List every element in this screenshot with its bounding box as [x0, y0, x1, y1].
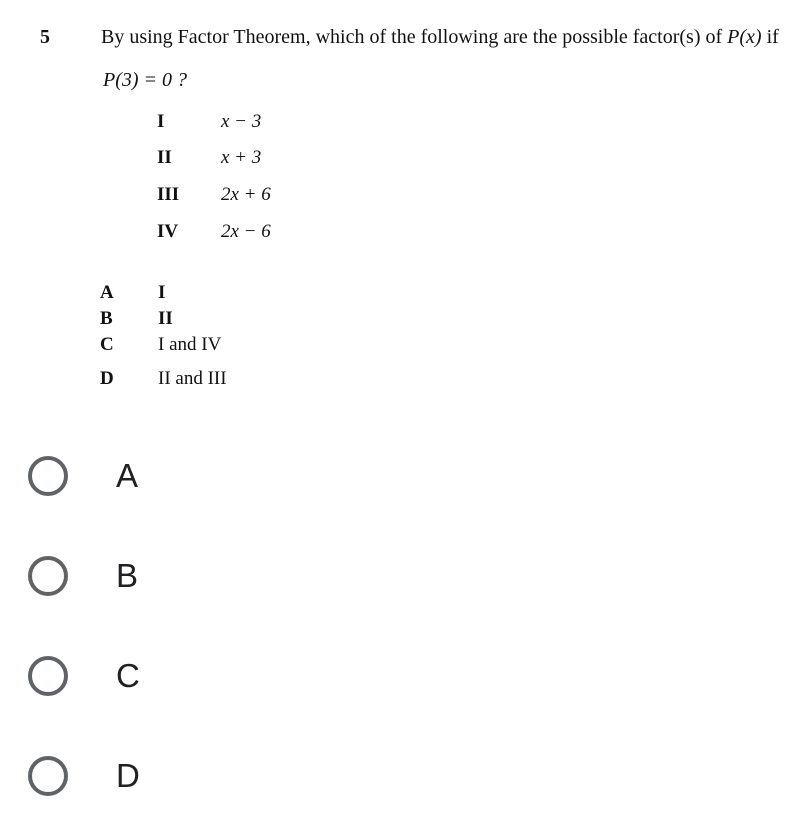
radio-circle-icon[interactable]: [28, 756, 68, 796]
question-number: 5: [40, 26, 50, 48]
question-text-math: P(x): [727, 26, 762, 48]
statement-roman: I: [157, 111, 165, 132]
statement-expression: 2x − 6: [221, 221, 271, 242]
radio-option-label[interactable]: C: [116, 657, 140, 694]
statement-item: [157, 221, 271, 243]
radio-option-label[interactable]: B: [116, 557, 139, 594]
answer-choice: [100, 308, 173, 330]
radio-option-b[interactable]: [28, 546, 328, 606]
statement-roman: IV: [157, 221, 179, 242]
question-text: [101, 26, 779, 49]
radio-circle-icon[interactable]: [28, 456, 68, 496]
choice-text: II: [158, 308, 173, 329]
question-condition: P(3) = 0 ?: [103, 69, 188, 91]
radio-circle-icon[interactable]: [28, 656, 68, 696]
choice-letter: B: [100, 308, 113, 329]
statement-item: [157, 147, 261, 169]
answer-choice: [100, 334, 221, 356]
question-text-prefix: By using Factor Theorem, which of the following are the possible factor(s) of: [101, 26, 728, 48]
radio-option-c[interactable]: [28, 646, 328, 706]
statement-expression: x − 3: [221, 111, 262, 132]
radio-option-a[interactable]: [28, 446, 328, 506]
statement-expression: x + 3: [221, 147, 262, 168]
statement-item: [157, 184, 271, 206]
question-text-suffix: if: [761, 26, 779, 48]
choice-text: II and III: [158, 368, 227, 389]
statement-roman: II: [157, 147, 172, 168]
choice-letter: A: [100, 282, 114, 303]
statement-roman: III: [157, 184, 180, 205]
statement-item: [157, 111, 261, 133]
radio-option-label[interactable]: A: [116, 457, 139, 494]
choice-text: I and IV: [158, 334, 222, 355]
choice-letter: D: [100, 368, 114, 389]
statement-expression: 2x + 6: [221, 184, 271, 205]
radio-option-d[interactable]: [28, 746, 328, 806]
choice-text: I: [158, 282, 166, 303]
choice-letter: C: [100, 334, 114, 355]
radio-circle-icon[interactable]: [28, 556, 68, 596]
answer-choice: [100, 282, 165, 304]
radio-option-label[interactable]: D: [116, 757, 140, 794]
answer-choice: [100, 368, 227, 390]
